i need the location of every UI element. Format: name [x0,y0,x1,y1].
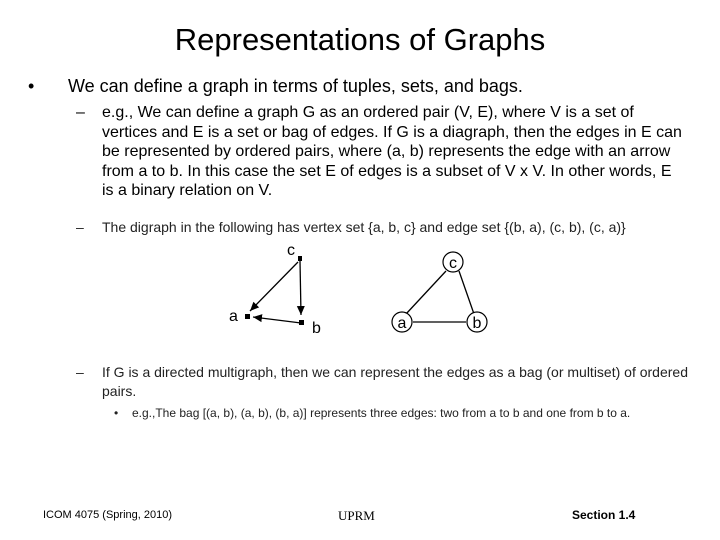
bullet-main-text: We can define a graph in terms of tuples, sets, and bags. [68,76,523,96]
sub-bullet-digraph-text: The digraph in the following has vertex set {a, b, c} and edge set {(b, a), (c, b), (c, a)} [102,219,626,235]
graph-2 [392,252,487,332]
vertex-c-dot [298,256,302,261]
dash-marker: – [76,364,84,380]
slide-title: Representations of Graphs [174,22,546,57]
vertex-c-label: c [287,242,295,259]
digraph-1 [229,242,321,337]
vertex-b-dot [299,320,304,325]
vertex-a-label: a [229,308,238,325]
dash-marker: – [76,219,84,235]
edge-c-to-a [250,262,298,311]
footer-institution: UPRM [338,508,375,523]
footer-section: Section 1.4 [572,508,636,522]
node-c-label: c [449,255,457,272]
edge-a-c [406,271,446,314]
dash-marker: – [76,104,85,121]
node-a-label: a [397,315,407,332]
edge-b-to-a [253,317,301,323]
sub-bullet-definition-text: e.g., We can define a graph G as an ordered pair (V, E), where V is a set of vertices and E is a set or bag of edges. If G is a diagraph, then the edges in E can be represented by ordered pairs, where (a, b) represents the edge with an arrow from a to b. In this case the set E of edges is a subset of V x V. In other words, E is a binary relation on V. [102,104,682,199]
footer-course: ICOM 4075 (Spring, 2010) [43,509,173,521]
vertex-b-label: b [312,320,321,337]
edge-c-to-b [300,261,301,315]
vertex-a-dot [245,314,250,319]
sub-bullet-multigraph-text: If G is a directed multigraph, then we can represent the edges as a bag (or multiset) of ordered pairs. [102,364,688,399]
node-b-label: b [472,315,482,332]
bullet-marker: • [114,406,119,420]
sub-sub-bullet-bag-example-text: e.g.,The bag [(a, b), (a, b), (b, a)] represents three edges: two from a to b and one from b to a. [132,406,631,420]
edge-b-c [459,271,474,314]
bullet-marker: • [28,76,35,96]
